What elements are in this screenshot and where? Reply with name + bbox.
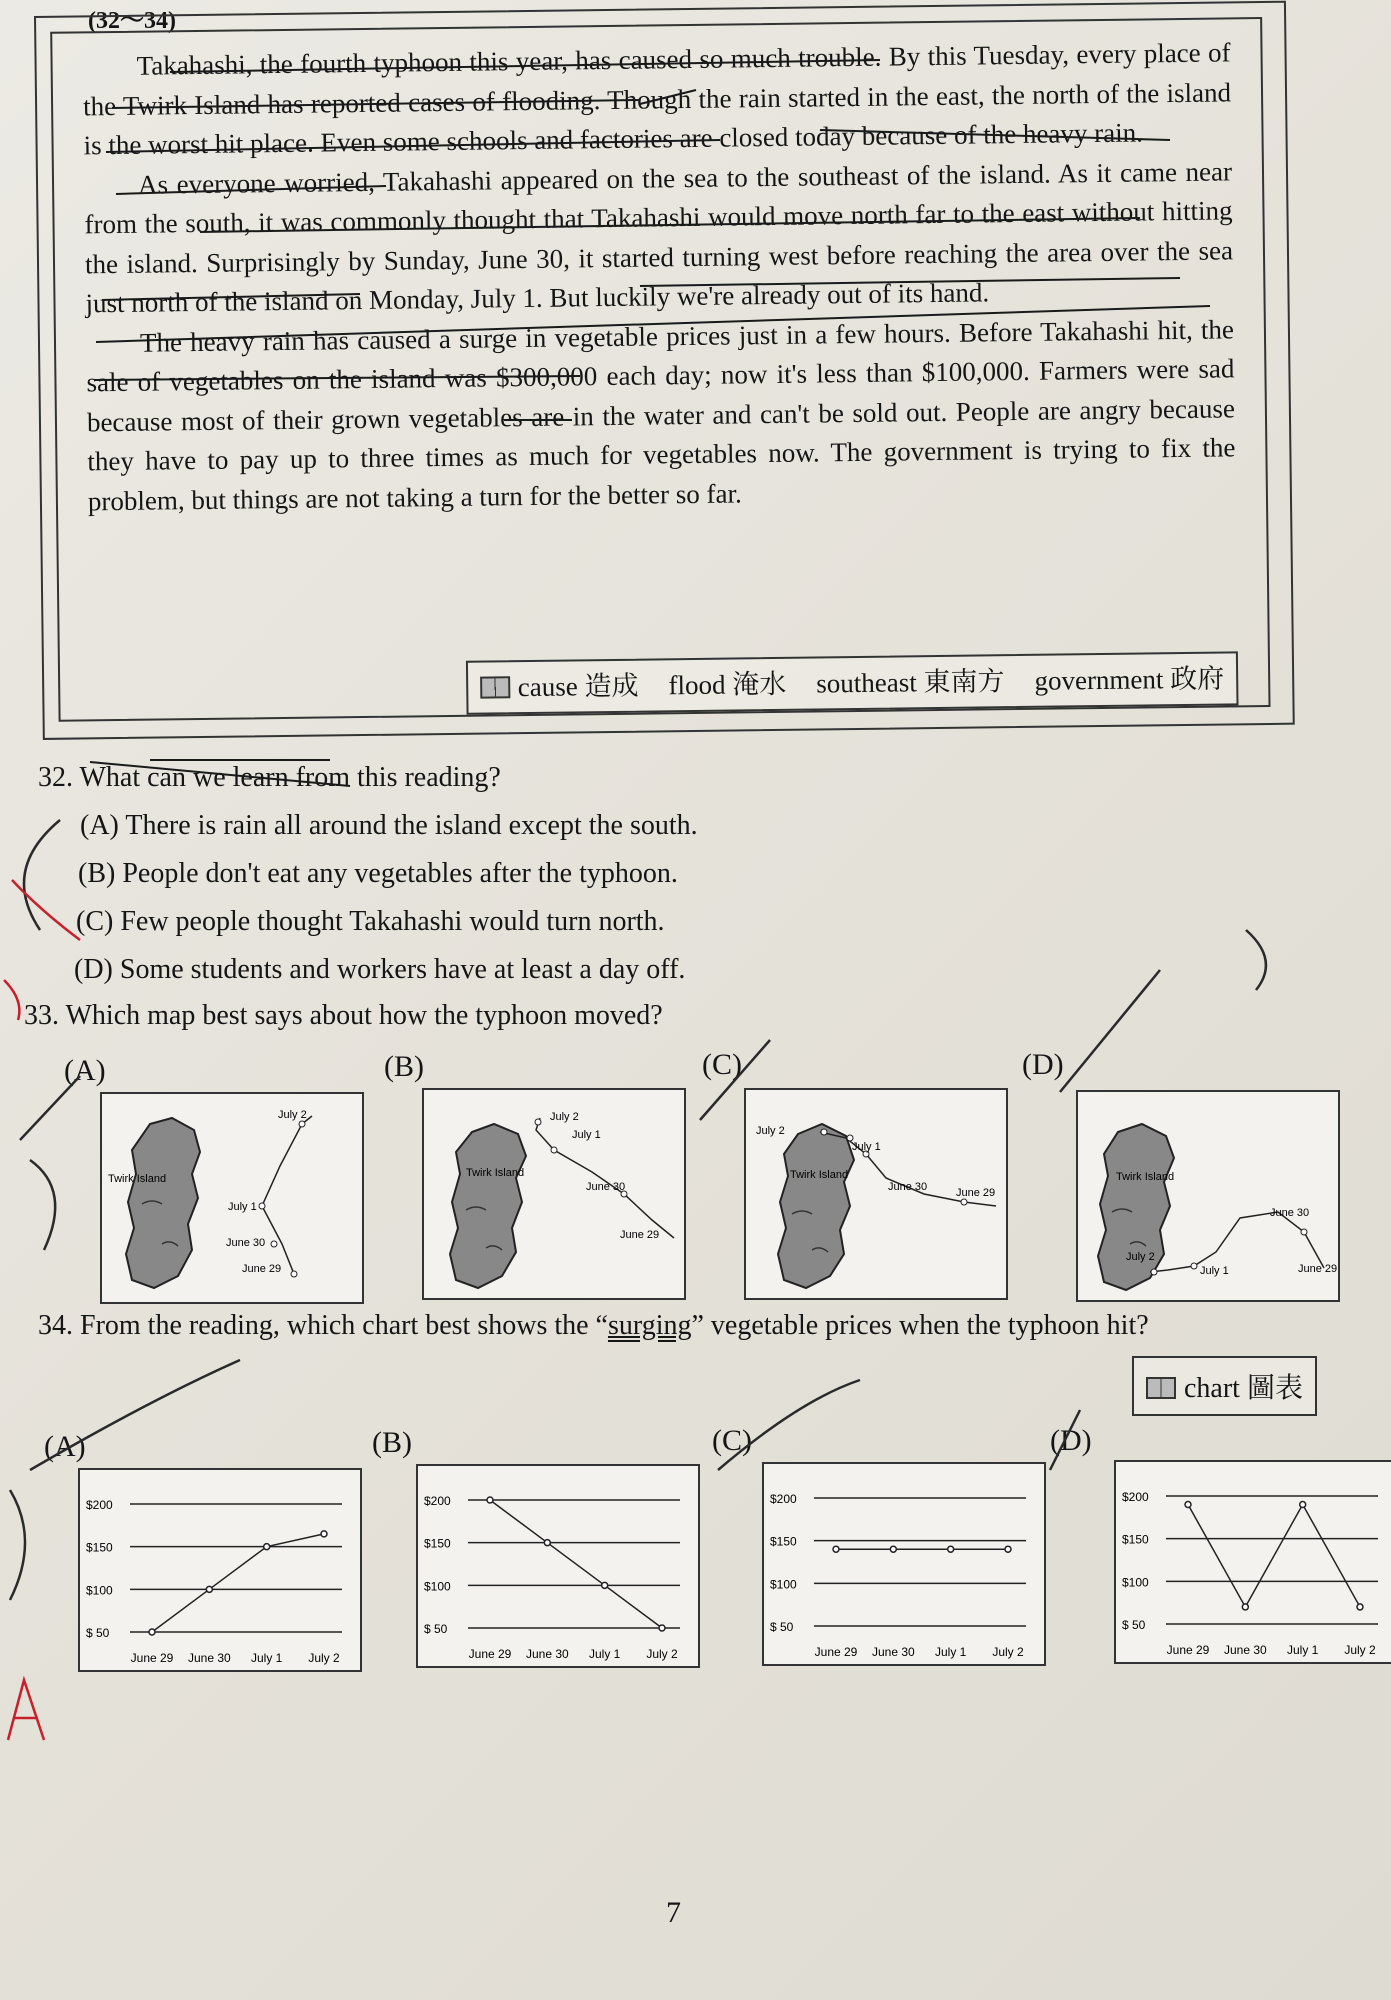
x-tick-label: July 1 [250,1651,283,1665]
x-tick-label: June 30 [871,1645,915,1659]
date-label: June 29 [242,1263,282,1275]
y-tick-label: $100 [1122,1575,1149,1590]
date-label: June 30 [888,1181,928,1193]
island-shape [1098,1124,1174,1290]
date-label: July 1 [1200,1265,1229,1277]
date-label: June 29 [1298,1263,1338,1275]
question-34-label-c[interactable]: (C) [712,1424,752,1457]
y-tick-label: $ 50 [770,1620,794,1634]
y-tick-label: $150 [770,1534,797,1549]
x-tick-label: July 1 [1286,1643,1319,1657]
date-label: July 2 [550,1111,579,1123]
price-chart-b[interactable] [416,1464,700,1668]
date-label: July 2 [756,1125,785,1137]
x-tick-label: June 29 [1166,1643,1210,1657]
date-label: July 2 [278,1109,307,1121]
question-33-stem: 33. Which map best says about how the typhoon moved? [24,1000,663,1031]
date-label: July 2 [1126,1251,1155,1263]
typhoon-map-b[interactable] [422,1088,686,1300]
price-line [1188,1505,1360,1607]
data-point [544,1540,550,1546]
date-label: July 1 [228,1201,257,1213]
question-34-label-a[interactable]: (A) [44,1430,86,1463]
data-point [659,1625,665,1631]
vocab-item: flood 淹水 [668,668,787,701]
island-label: Twirk Island [790,1169,849,1181]
y-tick-label: $200 [770,1492,797,1506]
typhoon-map-a[interactable] [100,1092,364,1304]
question-34-label-d[interactable]: (D) [1050,1424,1092,1457]
x-tick-label: July 2 [1344,1643,1376,1657]
date-label: July 1 [572,1129,601,1141]
passage-paragraph-2: As everyone worried, Takahashi appeared on the sea to the southeast of the island. As it came near from the south, it was commonly thought that Takahashi would move north far to the east without hitting the island. Surprisingly by Sunday, June 30, it started turning west before reaching the area over the sea just north of the island on Monday, July 1. But luckily we're already out of its hand. [84,155,1234,319]
page-number: 7 [666,1896,681,1929]
x-tick-label: June 30 [187,1651,231,1665]
y-tick-label: $100 [86,1583,113,1598]
question-34-label-b[interactable]: (B) [372,1426,412,1459]
y-tick-label: $100 [424,1579,451,1594]
data-point [833,1546,839,1552]
question-32-option-c[interactable]: (C) Few people thought Takahashi would turn north. [76,906,665,937]
question-33-label-c[interactable]: (C) [702,1048,742,1081]
reading-passage-frame [34,1,1295,740]
data-point [206,1586,212,1592]
data-point [321,1531,327,1537]
question-32-stem: 32. What can we learn from this reading? [38,762,501,793]
passage-paragraph-1: Takahashi, the fourth typhoon this year, has caused so much trouble. By this Tuesday, every place of the Twirk Island has reported cases of flooding. Though the rain started in the east, the north of the island is the worst hit place. Even some schools and factories are closed today because of the heavy rain. [82,37,1232,161]
island-shape [126,1118,200,1288]
question-32-option-b[interactable]: (B) People don't eat any vegetables after the typhoon. [78,858,678,889]
date-label: June 30 [226,1237,266,1249]
question-34-stem: 34. From the reading, which chart best shows the “surging” vegetable prices when the typhoon hit? [38,1310,1149,1341]
island-label: Twirk Island [108,1173,167,1185]
book-icon [480,676,510,698]
data-point [1357,1604,1363,1610]
y-tick-label: $100 [770,1577,797,1592]
island-shape [778,1124,854,1288]
y-tick-label: $150 [424,1536,451,1551]
chart-vocab-box: chart 圖表 [1132,1356,1317,1416]
passage-paragraph-3: The heavy rain has caused a surge in vegetable prices just in a few hours. Before Takahashi hit, the sale of vegetables on the island was $300,000 each day; now it's less than $100,000. Farmers were sad because most of their grown vegetables are in the water and can't be sold out. People are angry because they have to pay up to three times as much for vegetables now. The government is trying to fix the problem, but things are not taking a turn for the better so far. [86,313,1236,516]
vocab-item: government 政府 [1034,663,1225,696]
data-point [264,1544,270,1550]
question-32-option-a[interactable]: (A) There is rain all around the island except the south. [80,810,698,841]
island-label: Twirk Island [466,1167,525,1179]
x-tick-label: June 30 [1223,1643,1267,1657]
x-tick-label: July 2 [646,1647,678,1661]
x-tick-label: June 29 [468,1647,512,1661]
vocabulary-box [465,651,1238,714]
y-tick-label: $150 [86,1540,113,1555]
data-point [948,1546,954,1552]
data-point [602,1582,608,1588]
y-tick-label: $200 [424,1494,451,1508]
typhoon-map-c[interactable] [744,1088,1008,1300]
data-point [149,1629,155,1635]
data-point [1300,1502,1306,1508]
x-tick-label: June 29 [130,1651,174,1665]
book-icon [1146,1377,1176,1399]
y-tick-label: $200 [86,1498,113,1512]
price-line [152,1534,324,1632]
x-tick-label: July 2 [308,1651,340,1665]
x-tick-label: June 29 [814,1645,858,1659]
data-point [1005,1546,1011,1552]
question-32-option-d[interactable]: (D) Some students and workers have at least a day off. [74,954,686,985]
surging-word: surging [607,1310,692,1341]
question-range: (32～34) [88,8,176,34]
x-tick-label: July 1 [588,1647,621,1661]
data-point [890,1546,896,1552]
typhoon-path [262,1116,312,1274]
typhoon-path [536,1118,674,1238]
typhoon-map-d[interactable] [1076,1090,1340,1302]
price-chart-d[interactable] [1114,1460,1391,1664]
question-33-label-b[interactable]: (B) [384,1050,424,1083]
reading-passage [50,17,1270,722]
price-line [490,1500,662,1628]
date-label: June 30 [1270,1207,1310,1219]
vocab-item: southeast 東南方 [816,666,1005,699]
island-label: Twirk Island [1116,1171,1175,1183]
data-point [487,1497,493,1503]
question-33-label-d[interactable]: (D) [1022,1048,1064,1081]
date-label: June 30 [586,1181,626,1193]
price-chart-c[interactable] [762,1462,1046,1666]
question-33-label-a[interactable]: (A) [64,1054,106,1087]
y-tick-label: $ 50 [86,1626,110,1640]
x-tick-label: June 30 [525,1647,569,1661]
y-tick-label: $ 50 [1122,1618,1146,1632]
y-tick-label: $ 50 [424,1622,448,1636]
x-tick-label: July 1 [934,1645,967,1659]
price-chart-a[interactable] [78,1468,362,1672]
date-label: July 1 [852,1141,881,1153]
y-tick-label: $150 [1122,1532,1149,1547]
x-tick-label: July 2 [992,1645,1024,1659]
data-point [1242,1604,1248,1610]
y-tick-label: $200 [1122,1490,1149,1504]
date-label: June 29 [956,1187,996,1199]
date-label: June 29 [620,1229,660,1241]
vocab-item: cause 造成 [517,670,639,703]
island-shape [450,1124,526,1288]
data-point [1185,1502,1191,1508]
